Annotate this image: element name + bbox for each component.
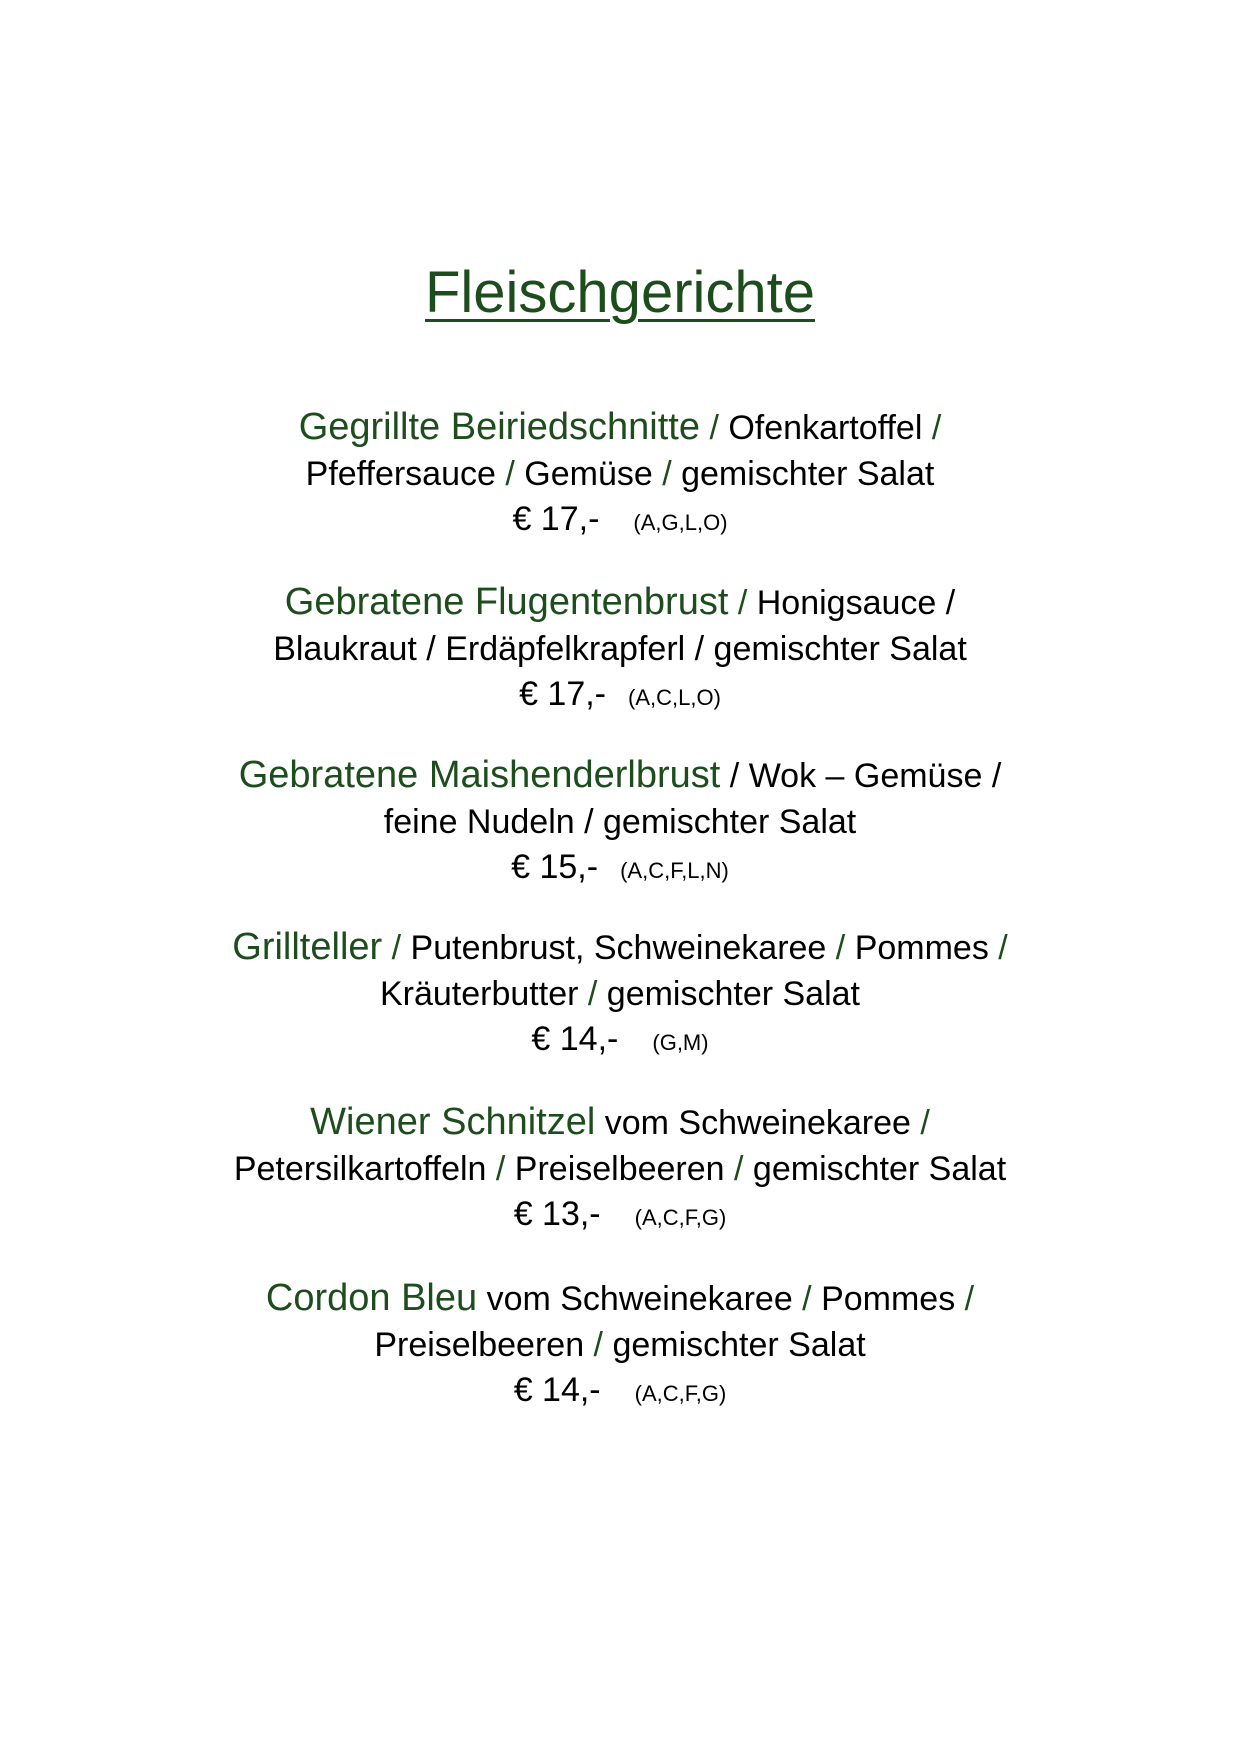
dish-price-line — [0, 497, 1240, 545]
dish-name: Gebratene Maishenderlbrust — [238, 754, 721, 796]
dish-item — [0, 924, 1240, 1065]
dish-price: € 13,- — [513, 1195, 601, 1233]
dish-allergens: (G,M) — [652, 1030, 709, 1055]
dish-line-1: Grillteller / Putenbrust, Schweinekaree / Pommes / — [232, 926, 1008, 968]
dish-item — [0, 752, 1240, 893]
dish-name: Cordon Bleu — [265, 1277, 478, 1319]
dish-line-2: Petersilkartoffeln / Preiselbeeren / gemischter Salat — [233, 1150, 1007, 1188]
dish-line-1: Wiener Schnitzel vom Schweinekaree / — [310, 1101, 930, 1143]
dish-allergens: (A,C,F,G) — [634, 1381, 727, 1406]
dish-price-line — [0, 845, 1240, 893]
dish-price: € 17,- — [519, 675, 607, 713]
dish-name: Grillteller — [232, 926, 383, 968]
dish-line-2: Preiselbeeren / gemischter Salat — [374, 1326, 866, 1364]
dish-item — [0, 1275, 1240, 1416]
dish-allergens: (A,C,F,G) — [634, 1205, 727, 1230]
dish-line-1: Cordon Bleu vom Schweinekaree / Pommes / — [265, 1277, 975, 1319]
dish-allergens: (A,G,L,O) — [633, 510, 728, 535]
dish-name: Gegrillte Beiriedschnitte — [298, 406, 700, 448]
dish-line-1: Gegrillte Beiriedschnitte / Ofenkartoffel / — [298, 406, 942, 448]
dish-name: Gebratene Flugentenbrust — [284, 581, 729, 623]
dish-item — [0, 1099, 1240, 1240]
dish-line-2: Kräuterbutter / gemischter Salat — [379, 975, 861, 1013]
dish-price-line — [0, 1017, 1240, 1065]
dish-allergens: (A,C,F,L,N) — [620, 858, 729, 883]
dish-line-2: Blaukraut / Erdäpfelkrapferl / gemischter Salat — [273, 630, 967, 668]
dish-allergens: (A,C,L,O) — [628, 685, 721, 710]
dish-item — [0, 404, 1240, 545]
dish-name: Wiener Schnitzel — [310, 1101, 596, 1143]
dish-price: € 14,- — [531, 1020, 619, 1058]
dish-line-1: Gebratene Flugentenbrust / Honigsauce / — [284, 581, 956, 623]
dish-price-line — [0, 1192, 1240, 1240]
dish-line-1: Gebratene Maishenderlbrust / Wok – Gemüse / — [238, 754, 1002, 796]
dish-line-2: Pfeffersauce / Gemüse / gemischter Salat — [305, 455, 935, 493]
dish-line-2: feine Nudeln / gemischter Salat — [383, 803, 857, 841]
dish-price: € 14,- — [513, 1371, 601, 1409]
dish-price-line — [0, 672, 1240, 720]
dish-price: € 15,- — [511, 848, 599, 886]
page-title: Fleischgerichte — [424, 260, 816, 325]
dish-price: € 17,- — [512, 500, 600, 538]
dish-price-line — [0, 1368, 1240, 1416]
dish-item — [0, 579, 1240, 720]
